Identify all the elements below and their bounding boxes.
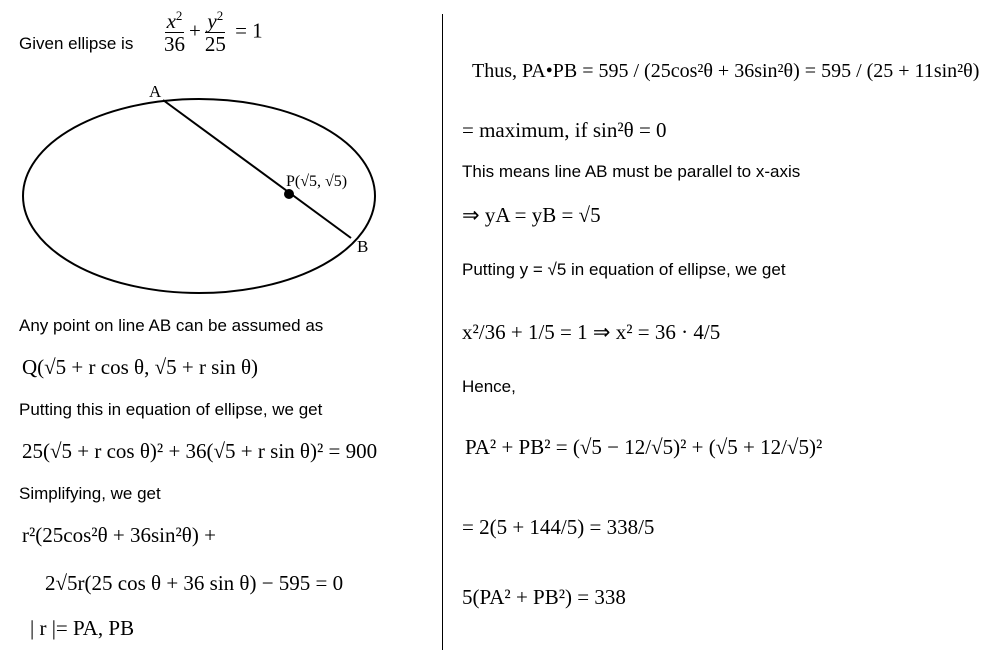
ellipse-shape (23, 99, 375, 293)
sum-of-squares-eq: PA² + PB² = (√5 − 12/√5)² + (√5 + 12/√5)² (465, 435, 823, 459)
quadratic-line-2: 2√5r(25 cos θ + 36 sin θ) − 595 = 0 (45, 571, 344, 595)
label-a: A (149, 82, 162, 101)
ellipse-equation: $\frac{x^2}{36}$ + $\frac{y^2}{25}$ = 1 (164, 8, 263, 57)
chord-ab (163, 100, 351, 238)
hence-text: Hence, (462, 377, 516, 396)
abs-r-eq: | r |= PA, PB (30, 616, 135, 640)
given-ellipse-label: Given ellipse is (19, 34, 134, 53)
maximum-eq: = maximum, if sin²θ = 0 (462, 118, 667, 142)
label-b: B (357, 237, 369, 256)
putting-y-text: Putting y = √5 in equation of ellipse, we get (462, 260, 786, 279)
result-eq: = 2(5 + 144/5) = 338/5 (462, 515, 655, 539)
x-squared-eq: x²/36 + 1/5 = 1 ⇒ x² = 36 · 4/5 (462, 320, 721, 344)
ya-yb-eq: ⇒ yA = yB = √5 (462, 203, 601, 227)
quadratic-line-1: r²(25cos²θ + 36sin²θ) + (22, 523, 216, 547)
column-divider (442, 14, 443, 650)
final-answer-eq: 5(PA² + PB²) = 338 (462, 585, 626, 609)
putting-text: Putting this in equation of ellipse, we get (19, 400, 323, 419)
thus-eq: Thus, PA•PB = 595 / (25cos²θ + 36sin²θ) = 595 / (25 + 11sin²θ) (472, 60, 980, 82)
point-p (284, 189, 294, 199)
q-point-eq: Q(√5 + r cos θ, √5 + r sin θ) (22, 355, 258, 379)
ellipse-figure (0, 0, 440, 300)
simplifying-text: Simplifying, we get (19, 484, 161, 503)
substitution-eq: 25(√5 + r cos θ)² + 36(√5 + r sin θ)² = 900 (22, 439, 378, 463)
parallel-text: This means line AB must be parallel to x-axis (462, 162, 801, 181)
label-p: P(√5, √5) (286, 173, 348, 190)
any-point-text: Any point on line AB can be assumed as (19, 316, 324, 335)
